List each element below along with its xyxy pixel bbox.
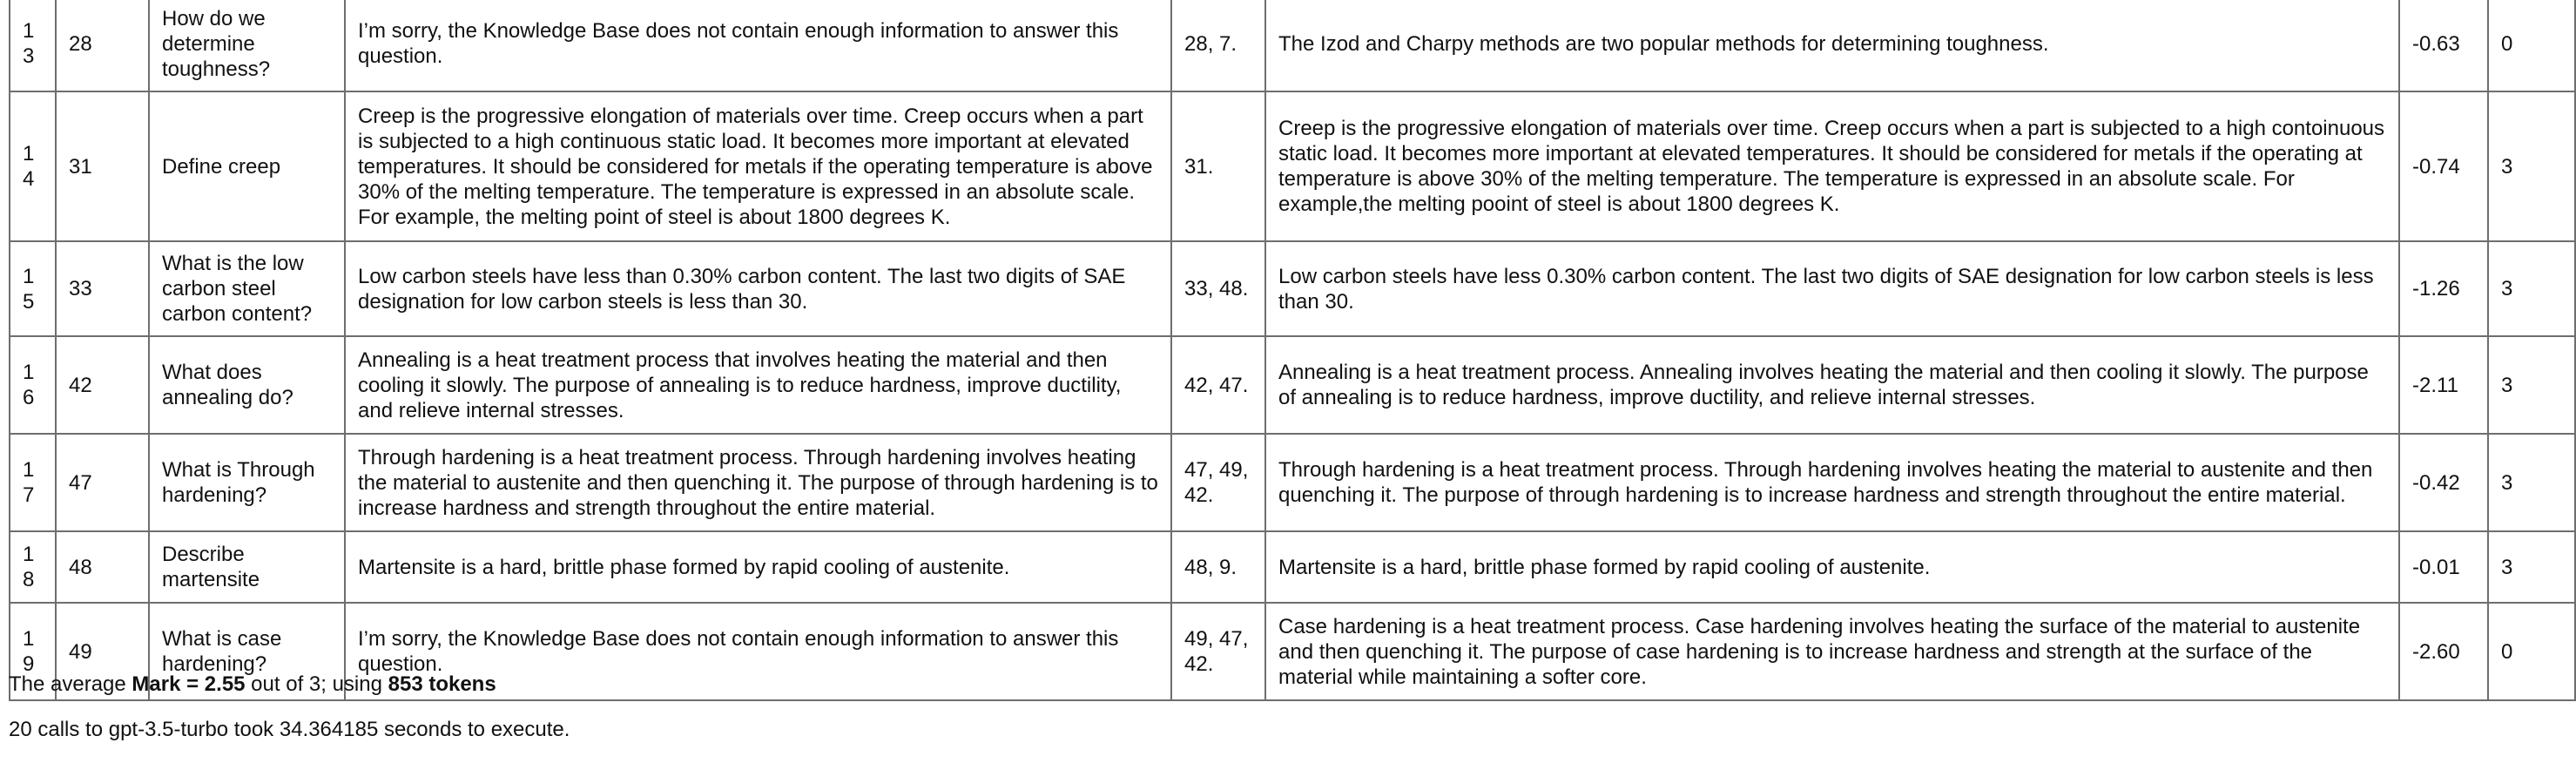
table-row [10,0,2575,91]
reference-answer-cell: The Izod and Charpy methods are two popular methods for determining toughness. [1265,0,2399,91]
summary-middle: out of 3; using [245,672,388,696]
sources-cell: 33, 48. [1171,241,1265,336]
mark-cell: 3 [2488,91,2575,241]
table-row [10,531,2575,603]
table-row [10,91,2575,241]
sources-cell: 49, 47, 42. [1171,603,1265,700]
sources-cell: 48, 9. [1171,531,1265,603]
model-answer-cell: Low carbon steels have less than 0.30% carbon content. The last two digits of SAE designation for low carbon steels is less than 30. [345,241,1171,336]
question-cell: What is case hardening? [149,603,345,700]
model-answer-cell: Martensite is a hard, brittle phase formed by rapid cooling of austenite. [345,531,1171,603]
sources-cell: 42, 47. [1171,336,1265,434]
sources-cell: 47, 49, 42. [1171,434,1265,531]
question-cell: How do we determine toughness? [149,0,345,91]
reference-answer-cell: Through hardening is a heat treatment process. Through hardening involves heating the material to austenite and then quenching it. The purpose of through hardening is to increase hardness and strength throughout the entire material. [1265,434,2399,531]
reference-answer-cell: Martensite is a hard, brittle phase formed by rapid cooling of austenite. [1265,531,2399,603]
score-cell: -0.01 [2399,531,2488,603]
question-id-cell: 48 [56,531,149,603]
sources-cell: 28, 7. [1171,0,1265,91]
execution-timing-text: 20 calls to gpt-3.5-turbo took 34.364185 seconds to execute. [9,718,570,741]
mark-cell: 0 [2488,0,2575,91]
mark-cell: 3 [2488,241,2575,336]
score-cell: -0.74 [2399,91,2488,241]
question-cell: Define creep [149,91,345,241]
model-answer-cell: Creep is the progressive elongation of materials over time. Creep occurs when a part is subjected to a high continuous static load. It becomes more important at elevated temperatures. It should be considered for metals if the operating temperature is above 30% of the melting temperature. The temperature is expressed in an absolute scale. For example, the melting point of steel is about 1800 degrees K. [345,91,1171,241]
score-cell: -0.42 [2399,434,2488,531]
average-mark-value: Mark = 2.55 [131,672,246,696]
reference-answer-cell: Case hardening is a heat treatment process. Case hardening involves heating the surface of the material to austenite and then quenching it. The purpose of case hardening is to increase hardness and strength at the surface of the material while maintaining a softer core. [1265,603,2399,700]
mark-cell: 3 [2488,336,2575,434]
table-row [10,241,2575,336]
question-cell: Describe martensite [149,531,345,603]
mark-cell: 3 [2488,434,2575,531]
score-cell: -0.63 [2399,0,2488,91]
question-id-cell: 49 [56,603,149,700]
token-count-value: 853 tokens [388,672,496,696]
row-index-cell: 16 [10,336,56,434]
row-index-cell: 18 [10,531,56,603]
mark-cell: 3 [2488,531,2575,603]
question-id-cell: 31 [56,91,149,241]
results-table-container [9,0,2574,701]
results-table [9,0,2576,701]
score-cell: -1.26 [2399,241,2488,336]
row-index-cell: 13 [10,0,56,91]
row-index-cell: 17 [10,434,56,531]
reference-answer-cell: Creep is the progressive elongation of materials over time. Creep occurs when a part is subjected to a high contoinuous static load. It becomes more important at elevated temperatures. It should be considered for metals if the operating at temperature is above 30% of the melting temperature. The temperature is expressed in an absolute scale. For example,the melting pooint of steel is about 1800 degrees K. [1265,91,2399,241]
question-id-cell: 47 [56,434,149,531]
question-cell: What does annealing do? [149,336,345,434]
mark-cell: 0 [2488,603,2575,700]
score-cell: -2.11 [2399,336,2488,434]
question-id-cell: 28 [56,0,149,91]
reference-answer-cell: Annealing is a heat treatment process. Annealing involves heating the material and then cooling it slowly. The purpose of annealing is to reduce hardness, improve ductility, and relieve internal stresses. [1265,336,2399,434]
reference-answer-cell: Low carbon steels have less 0.30% carbon content. The last two digits of SAE designation for low carbon steels is less than 30. [1265,241,2399,336]
question-id-cell: 42 [56,336,149,434]
model-answer-cell: I’m sorry, the Knowledge Base does not contain enough information to answer this question. [345,0,1171,91]
model-answer-cell: Annealing is a heat treatment process that involves heating the material and then cooling it slowly. The purpose of annealing is to reduce hardness, improve ductility, and relieve internal stresses. [345,336,1171,434]
table-row [10,434,2575,531]
average-mark-summary [9,672,496,698]
model-answer-cell: I’m sorry, the Knowledge Base does not contain enough information to answer this question. [345,603,1171,700]
row-index-cell: 19 [10,603,56,700]
model-answer-cell: Through hardening is a heat treatment process. Through hardening involves heating the material to austenite and then quenching it. The purpose of through hardening is to increase hardness and strength throughout the entire material. [345,434,1171,531]
row-index-cell: 15 [10,241,56,336]
question-id-cell: 33 [56,241,149,336]
summary-prefix: The average [9,672,132,696]
table-row [10,336,2575,434]
row-index-cell: 14 [10,91,56,241]
question-cell: What is Through hardening? [149,434,345,531]
score-cell: -2.60 [2399,603,2488,700]
sources-cell: 31. [1171,91,1265,241]
question-cell: What is the low carbon steel carbon content? [149,241,345,336]
